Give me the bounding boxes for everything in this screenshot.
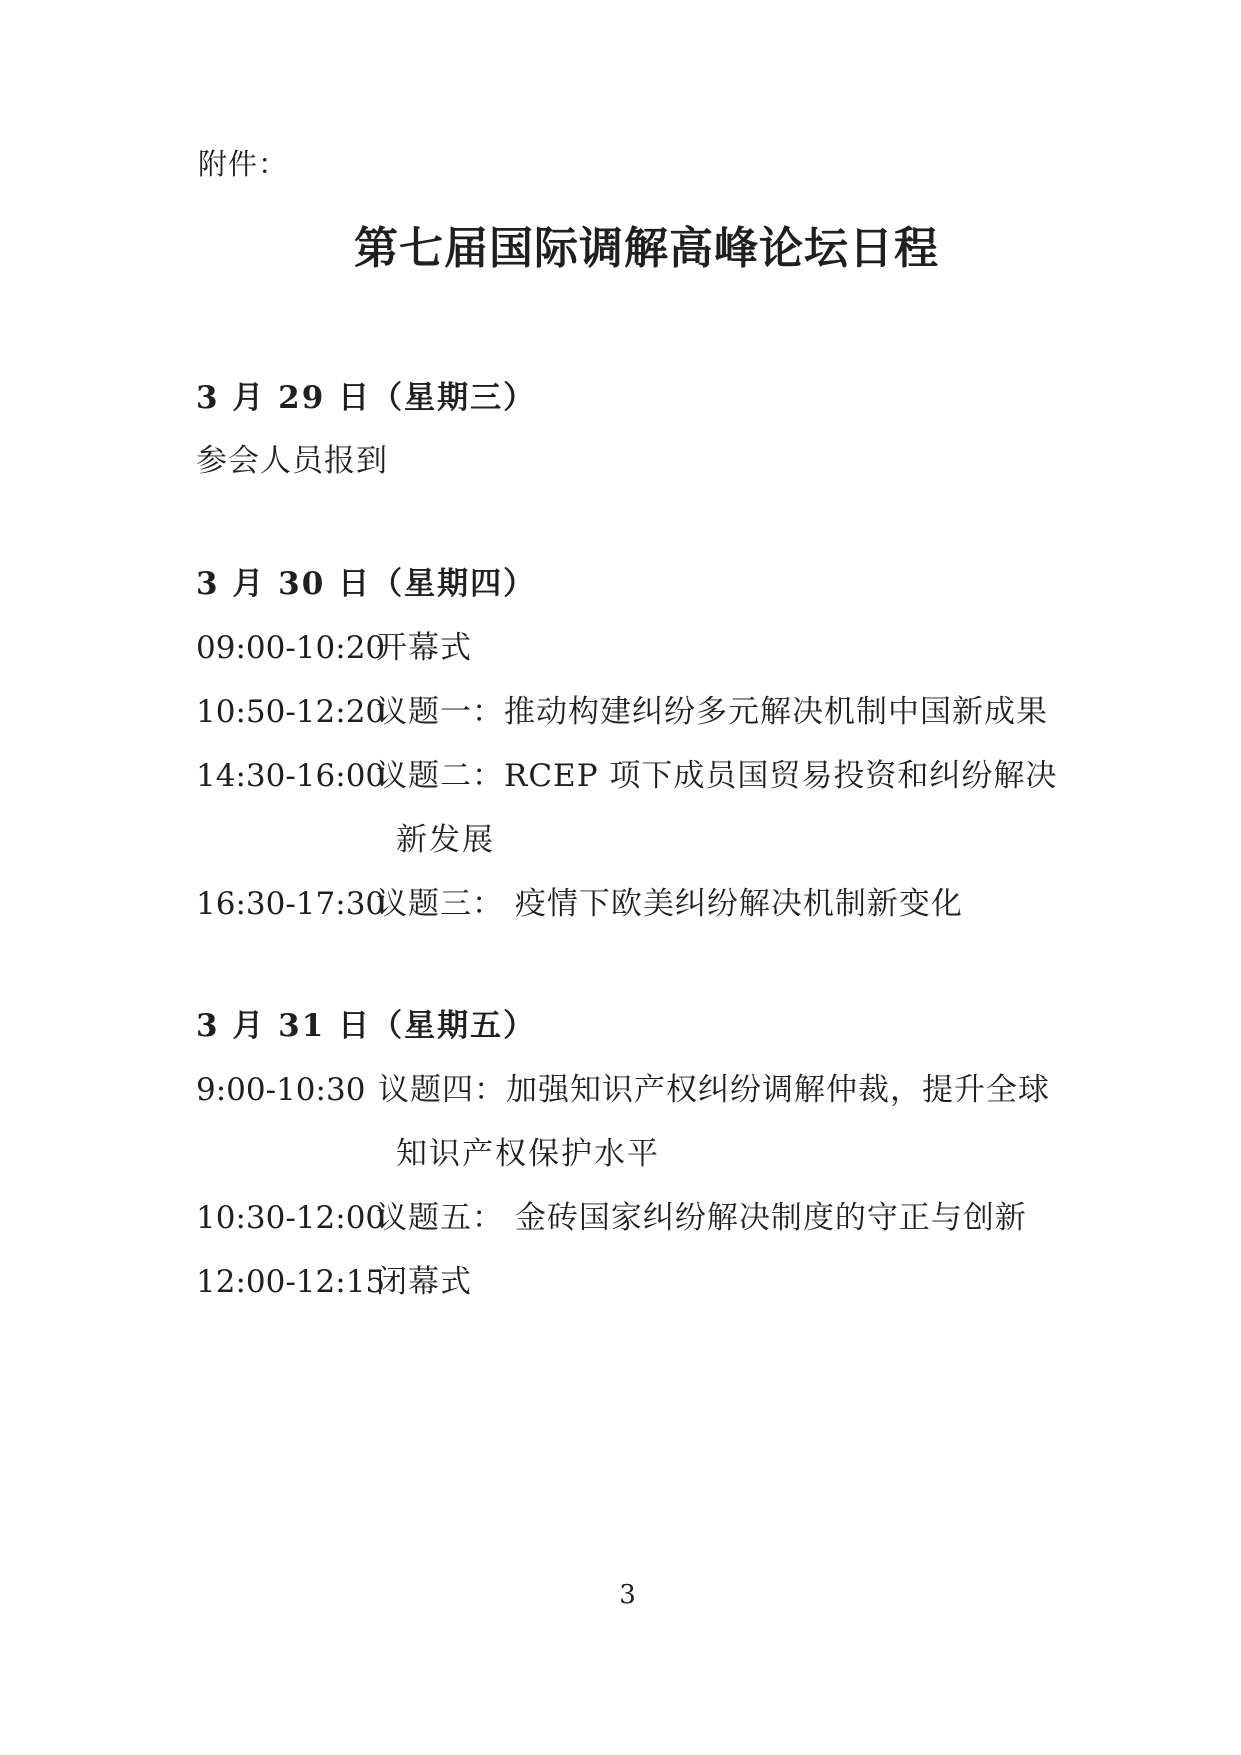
schedule-line	[196, 622, 472, 667]
schedule-text: 参会人员报到	[196, 443, 388, 479]
schedule-text: 议题四：加强知识产权纠纷调解仲裁，提升全球	[378, 1072, 1050, 1108]
schedule-line	[196, 750, 1057, 795]
schedule-time: 9:00-10:30	[196, 1072, 366, 1108]
schedule-continuation: 知识产权保护水平	[396, 1136, 660, 1172]
schedule-continuation: 新发展	[396, 822, 495, 858]
schedule-text: 议题一：推动构建纠纷多元解决机制中国新成果	[376, 694, 1048, 730]
schedule-text: 议题三： 疫情下欧美纠纷解决机制新变化	[376, 886, 963, 922]
page-title: 第七届国际调解高峰论坛日程	[354, 223, 939, 274]
schedule-line	[196, 1256, 472, 1301]
schedule-text: 开幕式	[376, 630, 472, 666]
schedule-time: 10:50-12:20	[196, 694, 386, 730]
schedule-time: 14:30-16:00	[196, 758, 386, 794]
schedule-time: 12:00-12:15	[196, 1264, 386, 1300]
attachment-label: 附件：	[198, 147, 289, 181]
schedule-text: 议题五： 金砖国家纠纷解决制度的守正与创新	[376, 1200, 1027, 1236]
schedule-line	[196, 878, 963, 923]
schedule-time: 16:30-17:30	[196, 886, 386, 922]
schedule-line	[196, 1064, 1050, 1109]
schedule-line	[196, 435, 388, 480]
day-heading: 3 月 29 日（星期三）	[196, 380, 537, 416]
schedule-line	[196, 1192, 1027, 1237]
page-number: 3	[619, 1580, 636, 1610]
schedule-time: 09:00-10:20	[196, 630, 386, 666]
schedule-text: 闭幕式	[376, 1264, 472, 1300]
schedule-time: 10:30-12:00	[196, 1200, 386, 1236]
day-heading: 3 月 31 日（星期五）	[196, 1008, 537, 1044]
schedule-text: 议题二：RCEP 项下成员国贸易投资和纠纷解决	[376, 758, 1058, 794]
schedule-line	[196, 686, 1048, 731]
day-heading: 3 月 30 日（星期四）	[196, 566, 537, 602]
